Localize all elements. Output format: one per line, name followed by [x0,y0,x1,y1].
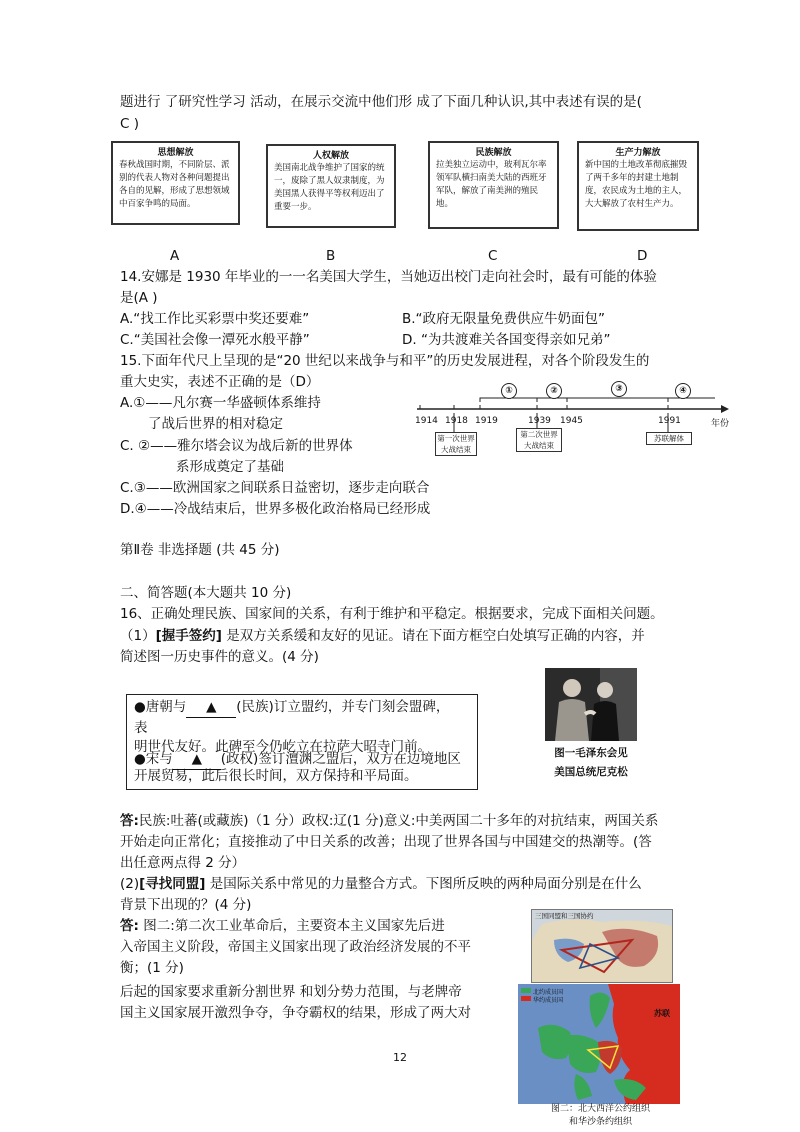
photo-figures [545,668,637,741]
q16-1-prompt-2: 简述图一历史事件的意义。(4 分) [120,649,319,665]
box-title: 思想解放 [157,148,194,158]
photo1-caption-1: 图一毛泽东会见 [554,747,628,759]
alliance-map [531,909,673,983]
q13-stem: 题进行 了研究性学习 活动，在展示交流中他们形 成了下面几种认识,其中表述有误的是( [120,94,642,110]
timeline-figure [415,380,740,460]
photo1-caption-2: 美国总统尼克松 [554,766,628,778]
answer-2-line-4: 后起的国家要求重新分割世界 和划分势力范围，与老牌帝 [120,984,462,1000]
q15-option-b-cont: 系形成奠定了基础 [176,459,284,475]
box-title: 人权解放 [312,151,349,161]
q15-option-b: C. ②——雅尔塔会议为战后新的世界体 [120,438,353,454]
axis-unit-label: 年份 [711,419,730,429]
answer-1-line-2: 开始走向正常化；直接推动了中日关系的改善；出现了世界各国与中国建交的热潮等。(答 [120,834,652,850]
answer-2-line-5: 国主义国家展开激烈争夺，争夺霸权的结果，形成了两大对 [120,1005,471,1021]
fill-line-3: 明世代友好。此碑至今仍屹立在拉萨大昭寺门前。 [134,739,431,755]
phase-4-marker: ④ [675,383,691,399]
fill-text: ●宋与 [134,751,173,767]
legend-nato: 北约成员国 [533,989,564,996]
box-body: 春秋战国时期，不同阶层、派别的代表人物对各种问题提出各自的见解，形成了思想领域中百家争鸣的局面。 [119,160,230,209]
q15-option-d: D.④——冷战结束后，世界多极化政治格局已经形成 [120,501,431,517]
option-box-a [111,141,240,225]
box-body: 美国南北战争维护了国家的统一，废除了黑人奴隶制度，为美国黑人获得平等权利迈出了重要一步。 [274,163,385,212]
q13-answer: C ) [120,116,139,132]
q16-1-number: （1） [120,628,156,644]
q15-stem: 15.下面年代尺上呈现的是“20 世纪以来战争与和平”的历史发展进程，对各个阶段发生的 [120,353,650,369]
section-title: 二、简答题(本大题共 10 分) [120,585,292,601]
page-number: 12 [393,1051,407,1064]
answer-label: 答: [120,813,139,829]
alliance-tag: [寻找同盟] [139,876,206,892]
option-letter-b: B [326,248,336,264]
year-label: 1991 [658,416,681,426]
volume-heading: 第Ⅱ卷 非选择题 (共 45 分) [120,542,280,558]
q16-stem: 16、正确处理民族、国家间的关系，有利于维护和平稳定。根据要求，完成下面相关问题。 [120,606,664,622]
answer-1-line-3: 出任意两点得 2 分） [120,855,246,871]
q14-stem: 14.安娜是 1930 年毕业的一一名美国大学生，当她迈出校门走向社会时，最有可能的体验 [120,269,657,285]
blank-nation[interactable]: ▲ [186,697,236,718]
q16-2-prompt-2: 背景下出现的？(4 分) [120,897,252,913]
q15-option-c: C.③——欧洲国家之间联系日益密切，逐步走向联合 [120,480,430,496]
blank-regime[interactable]: ▲ [173,749,221,770]
fill-line-2: 表 [134,720,148,736]
fill-line-1 [134,697,449,718]
q16-2-text: 是国际关系中常见的力量整合方式。下图所反映的两种局面分别是在什么 [205,876,642,892]
year-label: 1914 [415,416,438,426]
q14-option-d: D. “为共渡难关各国变得亲如兄弟” [402,332,611,348]
fill-line-5: 开展贸易，此后很长时间，双方保持和平局面。 [134,768,418,784]
option-box-c [428,141,559,229]
phase-1-marker: ① [501,383,517,399]
map-label-ussr: 苏联 [654,1009,670,1018]
phase-2-marker: ② [546,383,562,399]
q15-option-a: A.①——凡尔赛一华盛顿体系维持 [120,395,321,411]
mao-nixon-photo [545,668,637,741]
q16-2-prompt [120,874,642,894]
option-box-b [266,144,396,228]
q16-2-number: (2) [120,876,140,892]
answer-text: 图二:第二次工业革命后，主要资本主义国家先后进 [138,918,445,934]
map2-caption-2: 和华沙条约组织 [568,1117,632,1127]
q16-1-text: 是双方关系缓和友好的见证。请在下面方框空白处填写正确的内容，并 [221,628,645,644]
option-letter-a: A [170,248,180,264]
q14-option-a: A.“找工作比买彩票中奖还要难” [120,311,310,327]
handshake-tag: [握手签约] [155,628,222,644]
q15-stem-2: 重大史实，表述不正确的是（D） [120,374,320,390]
answer-2-line-2: 入帝国主义阶段，帝国主义国家出现了政治经济发展的不平 [120,939,471,955]
option-letter-d: D [637,248,648,264]
event-ww1-end: 第一次世界大战结束 [435,432,477,456]
q14-option-b: B.“政府无限量免费供应牛奶面包” [402,311,606,327]
answer-text: 民族:吐蕃(或藏族)（1 分）政权:辽(1 分)意义:中美两国二十多年的对抗结束，两国关系 [138,813,659,829]
q15-option-a-cont: 了战后世界的相对稳定 [148,416,283,432]
option-letter-c: C [488,248,498,264]
fill-text: (民族)订立盟约，并专门刻会盟碑， [236,699,450,715]
nato-warsaw-map [518,984,680,1104]
year-label: 1919 [475,416,498,426]
box-body: 拉美独立运动中，玻利瓦尔率领军队横扫南美大陆的西班牙军队，解放了南美洲的殖民地。 [436,160,547,209]
box-body: 新中国的土地改革彻底摧毁了两千多年的封建土地制度，农民成为土地的主人，大大解放了农村生产力。 [585,160,688,209]
year-label: 1939 [528,416,551,426]
answer-2-line-3: 衡；(1 分) [120,960,184,976]
map2-caption-1: 图二：北大西洋公约组织 [550,1104,650,1114]
q14-option-c: C.“美国社会像一潭死水般平静” [120,332,310,348]
answer-2-line-1 [120,916,445,936]
fill-text: ●唐朝与 [134,699,187,715]
alliance-map-drawing [532,910,672,982]
box-title: 生产力解放 [615,148,661,158]
answer-1-line-1 [120,811,658,831]
legend-warsaw: 华约成员国 [533,997,564,1004]
q14-answer: 是(A ) [120,290,158,306]
event-ussr-dissolved: 苏联解体 [646,432,692,445]
fill-text: (政权)签订澶渊之盟后，双方在边境地区 [220,751,461,767]
option-box-d [577,141,699,231]
year-label: 1945 [560,416,583,426]
alliance-map-title: 三国同盟和三国协约 [535,912,594,920]
q16-1-prompt [120,626,645,646]
event-ww2-end: 第二次世界大战结束 [516,428,562,452]
box-title: 民族解放 [475,148,512,158]
phase-3-marker: ③ [611,381,627,397]
year-label: 1918 [445,416,468,426]
answer-label: 答: [120,918,139,934]
